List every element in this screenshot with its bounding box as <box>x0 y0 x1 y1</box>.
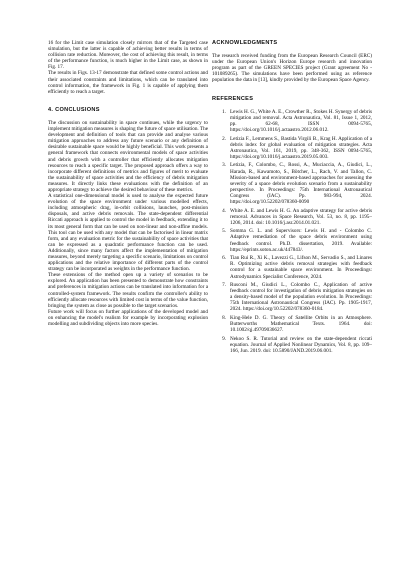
reference-number: 9. <box>222 335 226 342</box>
conclusions-paragraph-4: Future work will focus on further applications of the developed model and on enhancing the model's realism for example by incorporating explosion modelling and subdividing objects into more species. <box>48 308 208 328</box>
conclusions-paragraph-2: A statistical one-dimensional model is used to analyse the expected future evolution of the space environment under various modelled effects, including atmospheric drag, in-orbit collisions, launches, post-mission disposals, and active debris removals. The state-dependent differential Riccati approach is applied to control the model in feedback, extending it to its most general form that can be used on non-linear and non-affine models. This tool can be used with any model that can be factorised in linear matrix form, and any evaluation metric for the sustainability of space activities that can be expressed as a quadratic performance function can be used. Additionally, since many factors affect the implementation of mitigation measures, beyond merely targeting a specific scenario, limitations on control applications and the relative importance of different parts of the control strategy can be incorporated as weights in the performance function. <box>48 193 208 273</box>
reference-item <box>212 136 372 160</box>
references-heading: REFERENCES <box>212 95 254 102</box>
reference-item <box>212 255 372 279</box>
reference-number: 8. <box>222 315 226 322</box>
reference-item <box>212 282 372 312</box>
reference-text: Letizia F., Lemmens S., Bastida Virgili B., Krag H. Application of a debris index for global evaluation of mitigation strategies. Acta Astronautica, Vol. 161, 2019, pp. 348-362, ISSN 0094-5765, https://doi.org/10.1016/j.actaastro.2019.05.003. <box>230 135 372 160</box>
reference-number: 6. <box>222 255 226 262</box>
reference-text: Nekoo S. R. Tutorial and review on the state-dependent riccati equation. Journal of Applied Nonlinear Dynamics, Vol. 8, pp. 109–166, Jun. 2019. doi: 10.5890/JAND.2019.06.001. <box>230 335 372 355</box>
reference-text: Somma G. L. and Supervisors: Lewis H. and - Colombo C. Adaptive remediation of the space debris environment using feedback control. Ph.D. dissertation, 2019. Available: https://eprints.soton.ac.uk/447843/. <box>230 228 372 253</box>
reference-text: Rusconi M., Giudici L., Colombo C., Application of active feedback control for investigation of debris mitigation strategies on a density-based model of the population evolution. In Proceedings: 75th International Astronautical Congress (IAC). Pp. 1905-1917, 2024. https://doi.org/10.52202/078360-0184. <box>230 282 372 313</box>
conclusions-paragraph-3: These extensions of the method open up a variety of scenarios to be explored. An application has been presented to demonstrate how constraints and preferences in mitigation actions can be translated into information for a controlled-system framework. The results confirm the controller's ability to efficiently allocate resources with limited cost in terms of the value function, bringing the system as close as possible to the target scenarios. <box>48 272 208 309</box>
reference-number: 7. <box>222 282 226 289</box>
reference-text: Tian Rui R., Xi K., Lavezzi G., Lifson M., Servadio S., and Linares R. Optimizing active debris removal strategies with feedback control for a sustainable space environment. In Proceedings: Astrodynamics Specialist Conference, 2024. <box>230 255 372 280</box>
reference-number: 1. <box>222 108 226 115</box>
reference-item <box>212 109 372 133</box>
reference-text: Letizia, F., Colombo, C., Rossi, A., Muciaccia, A., Giudici, L., Harada, R., Kawamoto, S., Bötcher, L., Rach, V. and Tallon, C. Mission-based and environment-based approaches for assessing the severity of a space debris evolution scenario from a sustainability perspective. In Proceedings: 75th International Astronautical Congress (IAC). Pp. 983-994, 2024. https://doi.org/10.52202/078360-0090 <box>230 162 372 205</box>
reference-number: 3. <box>222 162 226 169</box>
results-paragraph-2: The results in Figs. 13-17 demonstrate that defined some control actions and their associated constraints and limitations, which can be translated into control information, the framework in Fig. 1 is capable of applying them efficiently to reach a target. <box>48 70 208 95</box>
reference-item <box>212 336 372 354</box>
reference-item <box>212 208 372 226</box>
acknowledgments-text: The research received funding from the European Research Council (ERC) under the European Union's Horizon Europe research and innovation program as part of the GREEN SPECIES project (Grant agreement No - 101089265). The simulations have been performed using as reference population the data in [13], kindly provided by the European Space Agency. <box>212 53 372 84</box>
results-paragraph-1: 16 for the Limit case simulation closely mirrors that of the Targeted case simulation, but the latter is capable of achieving better results in terms of collision rate reduction. Moreover, the cost of achieving this result, in terms of the performance function, is much higher in the Limit case, as shown in Fig. 17. <box>48 40 208 71</box>
left-column <box>48 40 208 327</box>
reference-number: 5. <box>222 228 226 235</box>
reference-item <box>212 315 372 333</box>
reference-text: King-Hele D. G. Theory of Satellite Orbits in an Atmosphere. Butterworths Mathematical Texts. 1964. doi: 10.1002/qj.49709036627. <box>230 315 372 334</box>
reference-item <box>212 228 372 252</box>
conclusions-heading: 4. CONCLUSIONS <box>48 106 100 113</box>
reference-text: Lewis H. G., White A. E., Crowther R., Stokes H. Synergy of debris mitigation and removal. Acta Astronautica, Vol. 81, Issue 1, 2012, pp. 62-68, ISSN 0094-5765, https://doi.org/10.1016/j.actaastro.2012.06.012. <box>230 108 372 133</box>
acknowledgments-heading: ACKNOWLEDGMENTS <box>212 40 278 46</box>
right-column <box>212 40 372 357</box>
conclusions-paragraph-1: The discussion on sustainability in space continues, while the urgency to implement mitigation measures is shaping the future of space utilisation. The development and definition of tools that can provide and analyse various mitigation approaches to address any future scenario or any definition of desirable sustainable space would be highly beneficial. This work presents a general framework that connects environmental models of space activities and debris growth with a controller that efficiently allocates mitigation resources to reach a specific target. The proposed approach offers a way to incorporate different definitions of metrics and figures of merit to evaluate the sustainability of space activities and the efficiency of debris mitigation measures. It directly links these evaluations with the definition of an appropriate strategy to achieve the desired behaviour of these metrics. <box>48 119 208 193</box>
reference-item <box>212 162 372 205</box>
reference-number: 4. <box>222 207 226 214</box>
references-list <box>212 109 372 354</box>
reference-number: 2. <box>222 135 226 142</box>
reference-text: White A. E. and Lewis H. G. An adaptive strategy for active debris removal. Advances in Space Research, Vol. 53, no. 8, pp. 1195–1206, 2014. doi: 10.1016/j.asr.2014.01.021. <box>230 207 372 226</box>
